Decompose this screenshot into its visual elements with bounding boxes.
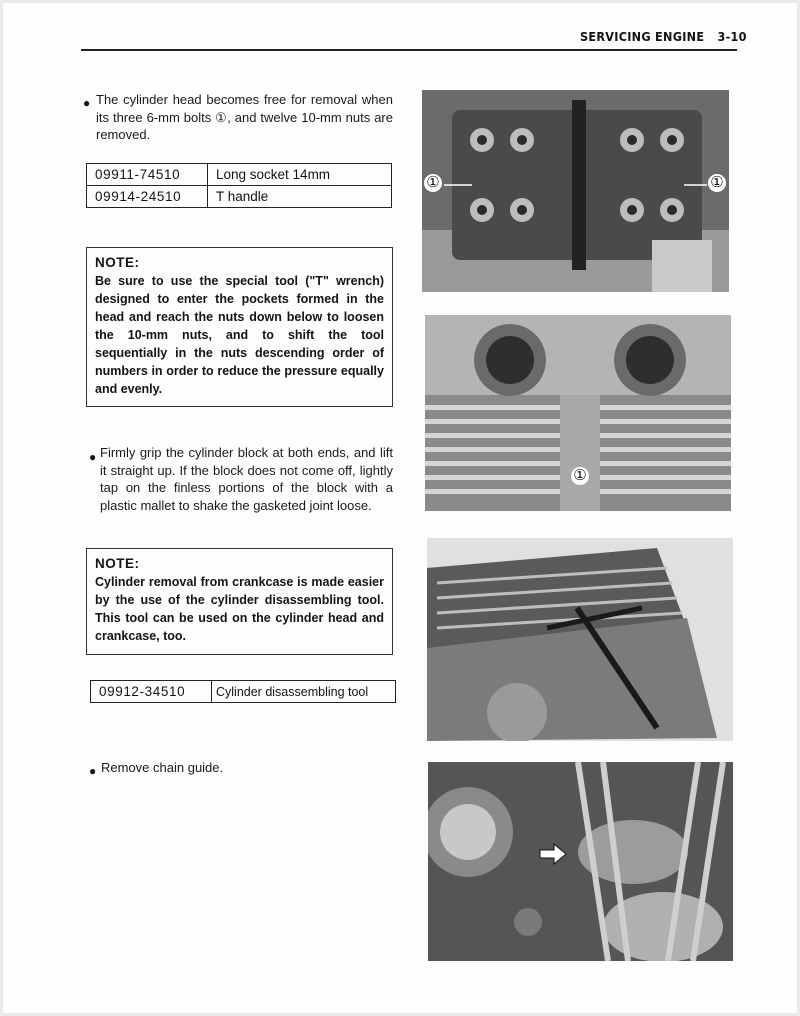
tool-part-number: 09912-34510 — [91, 681, 212, 703]
callout-1-center: ① — [571, 467, 589, 485]
table-row — [87, 186, 392, 208]
tool-name: Long socket 14mm — [208, 164, 392, 186]
tool-name: T handle — [208, 186, 392, 208]
special-tool-table-1 — [86, 163, 392, 208]
page-number: 3-10 — [717, 29, 747, 44]
bullet-icon: ● — [89, 764, 97, 778]
paragraph-cylinder-head: The cylinder head becomes free for removal when its three 6-mm bolts ①, and twelve 10-mm nuts are removed. — [96, 92, 393, 142]
paragraph-cylinder-block: Firmly grip the cylinder block at both ends, and lift it straight up. If the block does not come off, lightly tap on the finless portions of the block with a plastic mallet to shake the gasketed joint loose. — [100, 445, 393, 513]
tool-part-number: 09911-74510 — [87, 164, 208, 186]
note-text: Cylinder removal from crankcase is made easier by the use of the cylinder disassembling tool. This tool can be used on the cylinder head and crankcase, too. — [95, 575, 384, 643]
callout-1-left: ① — [424, 174, 442, 192]
special-tool-table-2 — [90, 680, 396, 703]
paragraph-chain-guide: Remove chain guide. — [101, 760, 224, 775]
note-title: NOTE: — [95, 255, 140, 270]
manual-page — [3, 3, 797, 1013]
bullet-icon: ● — [83, 96, 91, 110]
callout-1-right: ① — [708, 174, 726, 192]
section-title: SERVICING ENGINE — [580, 29, 705, 44]
page-header — [580, 29, 747, 44]
note-box-cylinder-removal — [86, 548, 393, 655]
tool-part-number: 09914-24510 — [87, 186, 208, 208]
photo-chain-guide — [428, 762, 733, 961]
header-rule — [81, 49, 737, 51]
photo-cylinder-head-top — [422, 90, 729, 292]
note-text: Be sure to use the special tool ("T" wrench) designed to enter the pockets formed in the head and reach the nuts down below to loosen the 10-mm nuts, and to shift the tool sequentially in the nuts descending order of numbers in order to reduce the pressure equally and evenly. — [95, 274, 384, 396]
note-title: NOTE: — [95, 556, 140, 571]
bullet-icon: ● — [89, 450, 97, 464]
table-row — [91, 681, 396, 703]
photo-cylinder-disassembling-tool — [427, 538, 733, 741]
photo-cylinder-head-ports — [425, 315, 731, 511]
note-box-special-tool — [86, 247, 393, 407]
table-row — [87, 164, 392, 186]
tool-name: Cylinder disassembling tool — [212, 681, 396, 703]
